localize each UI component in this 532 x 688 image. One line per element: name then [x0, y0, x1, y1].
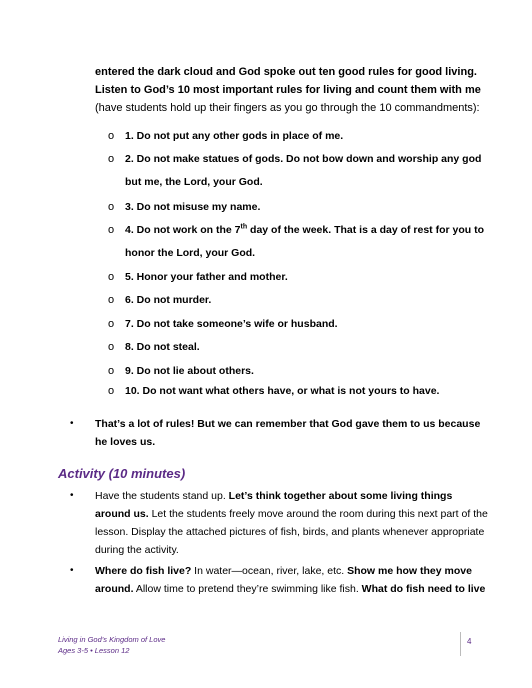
- intro-bold-text: entered the dark cloud and God spoke out ten good rules for good living. Listen to God’s 10 most important rules for living and count them with me: [95, 66, 481, 96]
- commandment-text: 9. Do not lie about others.: [125, 365, 254, 377]
- page-footer: [58, 634, 165, 656]
- activity-item: [70, 487, 490, 559]
- commandment-item: [108, 313, 498, 336]
- commandment-text: 10. Do not want what others have, or what is not yours to have.: [125, 385, 440, 397]
- activity-text-part: Allow time to pretend they’re swimming like fish.: [133, 583, 362, 595]
- commandment-text: 5. Honor your father and mother.: [125, 271, 288, 283]
- commandment-item: [108, 148, 498, 194]
- footer-divider: [460, 632, 461, 656]
- commandment-item: [108, 196, 498, 219]
- commandment-text: 2. Do not make statues of gods. Do not bow down and worship any god: [125, 153, 482, 165]
- hollow-bullet-icon: o: [108, 224, 115, 236]
- activity-text-part: Let the students freely move around the room during this next part of the lesson. Display the attached pictures of fish, birds, and plants whenever appropriate during the activity.: [95, 508, 488, 556]
- activity-item: [70, 562, 490, 598]
- hollow-bullet-icon: o: [108, 294, 115, 306]
- commandment-text-part: 4. Do not work on the 7: [125, 224, 241, 236]
- hollow-bullet-icon: o: [108, 365, 115, 377]
- hollow-bullet-icon: o: [108, 271, 115, 283]
- bullet-icon: •: [70, 565, 74, 576]
- activity-item-text: [95, 562, 490, 598]
- commandment-text: 8. Do not steal.: [125, 341, 200, 353]
- bullet-icon: •: [70, 418, 74, 429]
- footer-title: Living in God’s Kingdom of Love: [58, 635, 166, 644]
- rules-note: [70, 415, 490, 451]
- intro-paragraph: [95, 63, 495, 117]
- hollow-bullet-icon: o: [108, 153, 115, 165]
- hollow-bullet-icon: o: [108, 130, 115, 142]
- commandment-text-continued: honor the Lord, your God.: [125, 247, 256, 259]
- activity-text-bold: Where do fish live?: [95, 565, 192, 577]
- commandment-item: [108, 219, 498, 265]
- commandment-text: 7. Do not take someone’s wife or husband.: [125, 318, 338, 330]
- commandment-item: [108, 289, 498, 312]
- commandment-text-part: day of the week. That is a day of rest for you to: [247, 224, 485, 236]
- commandment-text: [125, 219, 498, 242]
- activity-text-bold: What do fish need to live: [361, 583, 486, 595]
- bullet-icon: •: [70, 490, 74, 501]
- page-number: 4: [467, 637, 472, 646]
- rules-note-text: That’s a lot of rules! But we can remember that God gave them to us because he loves us.: [95, 418, 481, 448]
- commandment-text: 6. Do not murder.: [125, 294, 212, 306]
- commandment-text: 3. Do not misuse my name.: [125, 201, 261, 213]
- commandment-item: [108, 125, 498, 148]
- commandment-item: [108, 380, 498, 403]
- commandment-text-continued: but me, the Lord, your God.: [125, 176, 263, 188]
- footer-subtitle: Ages 3-5 • Lesson 12: [58, 646, 130, 655]
- activity-text-bold: Show me how they move around.: [95, 565, 472, 595]
- commandment-text: 1. Do not put any other gods in place of me.: [125, 130, 344, 142]
- hollow-bullet-icon: o: [108, 385, 115, 397]
- hollow-bullet-icon: o: [108, 318, 115, 330]
- hollow-bullet-icon: o: [108, 341, 115, 353]
- intro-normal-text: (have students hold up their fingers as you go through the 10 commandments):: [95, 102, 480, 114]
- commandment-item: [108, 336, 498, 359]
- commandment-item: [108, 266, 498, 289]
- activity-item-text: [95, 487, 490, 559]
- superscript: th: [240, 223, 248, 231]
- activity-text-part: In water—ocean, river, lake, etc.: [191, 565, 348, 577]
- activity-text-part: Have the students stand up.: [95, 490, 229, 502]
- activity-heading: Activity (10 minutes): [58, 466, 186, 481]
- hollow-bullet-icon: o: [108, 201, 115, 213]
- activity-text-bold: Let’s think together about some living things around us.: [95, 490, 453, 520]
